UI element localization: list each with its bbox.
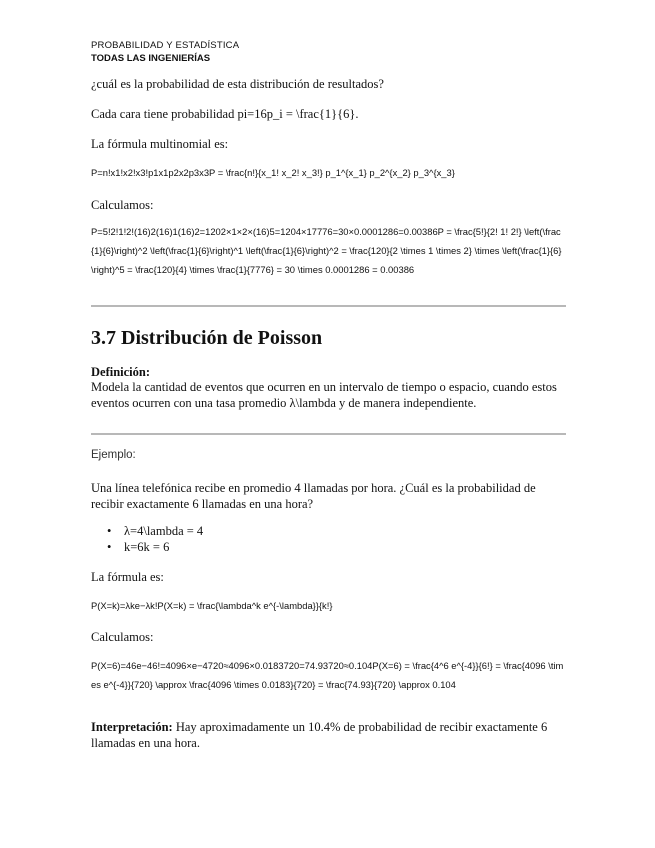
multinomial-formula-label: La fórmula multinomial es: bbox=[91, 137, 229, 151]
header-subject: PROBABILIDAD Y ESTADÍSTICA bbox=[91, 40, 240, 51]
interpretation bbox=[91, 719, 566, 751]
example-parameters bbox=[91, 523, 203, 555]
interpretation-label: Interpretación: bbox=[91, 720, 173, 734]
multinomial-calculation: P=5!2!1!2!(16)2(16)1(16)2=1202×1×2×(16)5=1204×17776=30×0.0001286=0.00386P = \frac{5!}{2! 1! 2!} \left(\frac{1}{6}\right)^2 \left(\frac{1}{6}\right)^1 \left(\frac{1}{6}\right)^2 = \frac{120}{2 \times 1 \times 2} \times \left(\frac{1}{6}\right)^5 = \frac{120}{4} \times \frac{1}{7776} = 30 \times 0.0001286 = 0.00386 bbox=[91, 226, 562, 275]
section-title: 3.7 Distribución de Poisson bbox=[91, 327, 323, 349]
definition-text: Modela la cantidad de eventos que ocurren en un intervalo de tiempo o espacio, cuando estos eventos ocurren con una tasa promedio λ\lambda y de manera independiente. bbox=[91, 380, 557, 410]
interpretation-text: Hay aproximadamente un 10.4% de probabilidad de recibir exactamente 6 llamadas en una hora. bbox=[91, 720, 548, 750]
example-problem: Una línea telefónica recibe en promedio 4 llamadas por hora. ¿Cuál es la probabilidad de recibir exactamente 6 llamadas en una hora? bbox=[91, 481, 536, 511]
divider bbox=[91, 433, 566, 435]
header-audience: TODAS LAS INGENIERÍAS bbox=[91, 53, 211, 64]
example-label: Ejemplo: bbox=[91, 449, 136, 461]
poisson-calculation: P(X=6)=46e−46!=4096×e−4720≈4096×0.0183720=74.93720≈0.104P(X=6) = \frac{4^6 e^{-4}}{6!} = \frac{4096 \times e^{-4}}{720} \approx \frac{4096 \times 0.0183}{720} = \frac{74.93}{720} \approx 0.104 bbox=[91, 660, 564, 690]
list-item: • λ=4\lambda = 4 bbox=[91, 523, 203, 539]
divider bbox=[91, 305, 566, 307]
poisson-formula: P(X=k)=λke−λk!P(X=k) = \frac{\lambda^k e^{-\lambda}}{k!} bbox=[91, 600, 333, 611]
intro-probability: Cada cara tiene probabilidad pi=16p_i = \frac{1}{6}. bbox=[91, 107, 359, 121]
list-item: • k=6k = 6 bbox=[91, 539, 203, 555]
poisson-calc-label: Calculamos: bbox=[91, 630, 154, 644]
definition-label: Definición: bbox=[91, 365, 151, 379]
intro-question: ¿cuál es la probabilidad de esta distribución de resultados? bbox=[91, 77, 384, 91]
poisson-formula-label: La fórmula es: bbox=[91, 570, 164, 584]
calc-label: Calculamos: bbox=[91, 198, 154, 212]
multinomial-formula: P=n!x1!x2!x3!p1x1p2x2p3x3P = \frac{n!}{x_1! x_2! x_3!} p_1^{x_1} p_2^{x_2} p_3^{x_3} bbox=[91, 167, 455, 178]
